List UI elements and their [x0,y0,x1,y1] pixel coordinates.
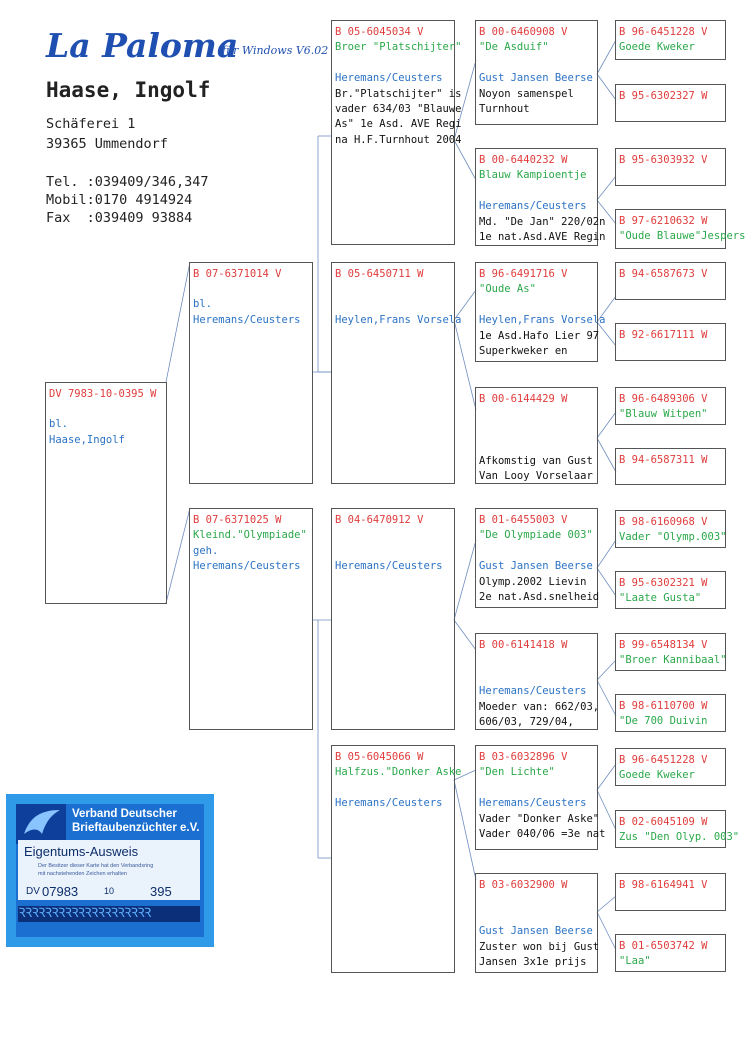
line-2: Heremans/Ceusters [335,797,443,810]
pedigree-box-g1 [615,20,726,60]
pedigree-box-fmf [475,262,606,362]
logo: La Paloma [46,26,239,65]
line-0 [332,282,454,297]
card-prefix: DV [26,886,40,897]
owner-mobil: Mobil:0170 4914924 [46,192,193,208]
line-1 [476,909,597,924]
ring-number: B 02-6045109 W [619,816,708,828]
pedigree-box-g16 [615,934,726,972]
logo-version: für Windows V6.02 [222,44,329,57]
line-4: vader 634/03 "Blauwe [335,103,462,116]
line-0: "Blauw Witpen" [619,408,708,421]
line-0: Blauw Kampioentje [479,169,587,182]
line-0 [616,468,725,483]
pedigree-box-mmf [475,745,606,850]
ring-number: B 96-6491716 V [479,268,568,280]
line-0 [616,104,725,119]
ring-number: B 96-6451228 V [619,754,708,766]
line-3: Noyon samenspel [479,87,574,100]
line-1 [476,184,597,199]
pedigree-box-mff [475,508,598,608]
pedigree-box-g11 [615,633,726,671]
line-2: Heremans/Ceusters [335,560,443,573]
card-security-strip: ꝚꝚꝚꝚꝚꝚꝚꝚꝚꝚꝚꝚꝚꝚꝚꝚꝚꝚꝚꝚ [18,906,200,922]
line-0: Goede Kweker [619,769,695,782]
line-1 [476,298,597,313]
owner-city: 39365 Ummendorf [46,136,168,152]
line-1 [476,544,597,559]
pedigree-box-g10 [615,571,726,609]
line-3: Olymp.2002 Lievin [479,575,587,588]
ring-number: B 00-6144429 W [479,393,568,405]
line-2: Gust Jansen Beerse [479,72,593,85]
pedigree-box-g15 [615,873,726,911]
ring-number: B 96-6451228 V [619,26,708,38]
pedigree-box-g13 [615,748,726,786]
line-0 [476,653,597,668]
pedigree-box-g3 [615,148,726,186]
card-note-1: Der Besitzer dieser Karte hat den Verbandsring [38,863,154,869]
pedigree-box-mmm [475,873,598,973]
line-4: 606/03, 729/04, [479,716,574,728]
ring-number: B 05-6045066 W [335,751,424,763]
line-2: Heremans/Ceusters [479,685,587,698]
pedigree-box-g5 [615,262,726,300]
pedigree-box-g12 [615,694,726,732]
ring-number: B 95-6302321 W [619,577,708,589]
line-2: Gust Jansen Beerse [479,560,593,573]
pedigree-box-g2 [615,84,726,122]
pedigree-box-mother [189,508,313,730]
line-4: Vader 040/06 =3e nat [479,828,606,841]
pedigree-box-g9 [615,510,726,548]
line-3: 1e Asd.Hafo Lier 97 [479,329,600,342]
card-ring-part-2: 10 [104,886,115,896]
card-ring-part-1: 07983 [42,884,79,899]
owner-tel: Tel. :039409/346,347 [46,174,209,190]
ring-number: B 07-6371014 V [193,268,282,280]
ring-number: B 98-6164941 V [619,879,708,891]
owner-street: Schäferei 1 [46,116,136,132]
pedigree-box-ff [331,20,462,245]
line-4: Turnhout [479,103,530,116]
pedigree-box-father [189,262,313,484]
line-0: Goede Kweker [619,41,695,54]
line-0 [616,343,725,358]
line-0: "Laa" [619,955,651,968]
line-0: bl. [49,418,68,431]
line-1 [476,669,597,684]
ring-number: B 94-6587311 W [619,454,708,466]
ring-number: B 04-6470912 V [335,514,424,526]
line-0 [616,168,725,183]
line-1 [332,544,454,559]
line-2: Gust Jansen Beerse [479,925,593,938]
card-org-line-1: Verband Deutscher [72,808,177,820]
line-1 [476,56,597,71]
pedigree-box-subject [45,382,167,604]
pedigree-box-g14 [615,810,740,848]
line-0 [190,282,312,297]
line-2: Heremans/Ceusters [479,797,587,810]
line-0: Broer "Platschijter" [335,41,462,54]
line-0: "De Asduif" [479,41,549,54]
pedigree-box-fm [331,262,462,484]
pedigree-box-g4 [615,209,746,249]
line-2: Heremans/Ceusters [479,200,587,213]
card-organization [72,807,199,835]
line-1: bl. [193,298,212,311]
pedigree-box-mm [331,745,462,973]
card-org-line-2: Brieftaubenzüchter e.V. [72,822,200,834]
ring-number: B 00-6141418 W [479,639,568,651]
ring-number: B 00-6440232 W [479,154,568,166]
line-3: Md. "De Jan" 220/02n [479,215,606,228]
line-1 [476,781,597,796]
line-0: Vader "Olymp.003" [619,531,727,544]
ring-number: B 01-6503742 W [619,940,708,952]
ring-number: B 99-6548134 V [619,639,708,651]
line-2: Heremans/Ceusters [335,72,443,85]
line-4: Van Looy Vorselaar [479,469,593,482]
card-note-2: mit nachstehenden Zeichen erhalten [38,871,127,877]
ring-number: B 03-6032900 W [479,879,568,891]
ring-number: B 95-6303932 V [619,154,708,166]
line-2 [476,438,597,453]
line-0 [616,893,725,908]
ring-number: B 97-6210632 W [619,215,708,227]
line-2: Heremans/Ceusters [193,560,301,573]
line-0: Zus "Den Olyp. 003" [619,831,740,844]
pedigree-box-fff [475,20,598,125]
line-0 [332,528,454,543]
line-1: geh. [193,544,219,557]
line-2: Heremans/Ceusters [193,313,301,326]
card-title: Eigentums-Ausweis [24,844,139,859]
dove-logo-icon [16,804,66,844]
line-1: Haase,Ingolf [49,433,125,446]
pedigree-box-mf [331,508,455,730]
ring-number: B 03-6032896 V [479,751,568,763]
line-4: Jansen 3x1e prijs [479,956,587,968]
line-0: "Den Lichte" [479,766,555,779]
line-2: Heylen,Frans Vorsela [335,314,462,327]
line-0 [476,407,597,422]
line-3: Afkomstig van Gust [479,454,593,467]
line-1 [476,423,597,438]
ownership-card [6,794,214,947]
line-4: Superkweker en [479,345,568,358]
line-0: "Laate Gusta" [619,592,702,605]
line-0: "Broer Kannibaal" [619,654,727,667]
line-1 [332,298,454,313]
line-0 [616,282,725,297]
line-0: "Oude Blauwe"Jespers [619,230,746,243]
pedigree-box-g8 [615,448,726,485]
card-ring-panel [18,840,200,900]
line-1 [332,56,454,71]
pedigree-box-g7 [615,387,726,425]
ring-number: B 01-6455003 V [479,514,568,526]
pedigree-box-mfm [475,633,598,730]
ring-number: B 05-6450711 W [335,268,424,280]
pedigree-box-g6 [615,323,726,361]
line-4: 2e nat.Asd.snelheid [479,591,600,604]
owner-name: Haase, Ingolf [46,78,211,102]
ring-number: B 98-6160968 V [619,516,708,528]
line-3: Br."Platschijter" is [335,87,462,100]
line-5: As" 1e Asd. AVE Regi [335,118,462,131]
line-2: Heylen,Frans Vorsela [479,314,606,327]
owner-fax: Fax :039409 93884 [46,210,193,226]
line-4: 1e nat.Asd.AVE Regin [479,231,606,244]
line-0: "De 700 Duivin [619,715,708,728]
ring-number: B 07-6371025 W [193,514,282,526]
card-ring-part-3: 395 [150,884,172,899]
ring-number: DV 7983-10-0395 W [49,388,157,400]
pedigree-box-fmm [475,387,598,484]
pedigree-box-ffm [475,148,606,246]
ring-number: B 98-6110700 W [619,700,708,712]
ring-number: B 92-6617111 W [619,329,708,341]
line-0: "Oude As" [479,283,536,296]
ring-number: B 00-6460908 V [479,26,568,38]
line-3: Vader "Donker Aske" [479,812,600,825]
line-6: na H.F.Turnhout 2004 [335,133,462,146]
line-0: "De Olympiade 003" [479,529,593,542]
line-1 [332,781,454,796]
line-0: Halfzus."Donker Aske [335,766,462,779]
line-0 [476,893,597,908]
line-0: Kleind."Olympiade" [193,529,307,542]
line-3: Zuster won bij Gust [479,940,600,953]
ring-number: B 05-6045034 V [335,26,424,38]
ring-number: B 96-6489306 V [619,393,708,405]
line-3: Moeder van: 662/03, [479,700,600,713]
ring-number: B 94-6587673 V [619,268,708,280]
ring-number: B 95-6302327 W [619,90,708,102]
